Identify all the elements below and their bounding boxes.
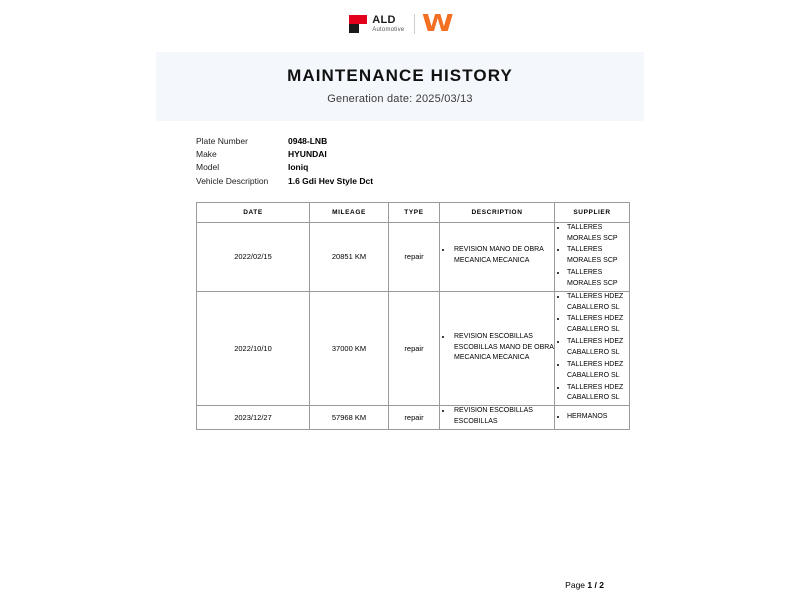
table-row [197, 222, 630, 291]
list-item: • REVISION ESCOBILLAS ESCOBILLAS [452, 406, 554, 428]
page-footer [565, 580, 604, 590]
footer-current-page: 1 [587, 580, 593, 590]
generation-date: Generation date: 2025/03/13 [327, 93, 473, 105]
maintenance-history-table-wrapper [196, 202, 624, 430]
vehicle-info-row [196, 148, 800, 161]
ald-logo-name: ALD [372, 14, 396, 26]
make-value: HYUNDAI [288, 149, 327, 160]
description-list [440, 245, 554, 267]
footer-total-pages: 2 [599, 580, 604, 590]
cell-date: 2023/12/27 [197, 406, 310, 430]
cell-mileage: 37000 KM [310, 291, 389, 405]
model-value: Ioniq [288, 162, 309, 173]
cell-mileage: 20851 KM [310, 222, 389, 291]
supplier-list [555, 223, 629, 290]
ald-logo-text [372, 15, 404, 33]
list-item: • TALLERES HDEZ CABALLERO SL [567, 337, 629, 359]
list-item: • TALLERES HDEZ CABALLERO SL [567, 314, 629, 336]
ald-logo [349, 15, 404, 33]
vehicle-info-row [196, 135, 800, 148]
cell-description [440, 222, 555, 291]
vehicle-description-value: 1.6 Gdi Hev Style Dct [288, 175, 374, 186]
maintenance-history-table [196, 202, 630, 430]
footer-separator: / [594, 580, 597, 590]
cell-description [440, 291, 555, 405]
column-header-type: TYPE [389, 202, 440, 222]
list-item: • TALLERES MORALES SCP [567, 245, 629, 267]
list-item: • TALLERES HDEZ CABALLERO SL [567, 360, 629, 382]
vehicle-info-row [196, 175, 800, 188]
table-header [197, 202, 630, 222]
list-item: • TALLERES HDEZ CABALLERO SL [567, 383, 629, 405]
page-title: MAINTENANCE HISTORY [287, 66, 513, 85]
cell-supplier [555, 406, 630, 430]
footer-page-label: Page [565, 580, 586, 590]
plate-number-value: 0948-LNB [288, 136, 328, 146]
make-label: Make [196, 149, 217, 160]
ald-logo-subtitle: Automotive [372, 27, 405, 33]
plate-number-label: Plate Number [196, 136, 248, 146]
list-item: • REVISION MANO DE OBRA MECANICA MECANICA [452, 245, 554, 267]
cell-date: 2022/10/10 [197, 291, 310, 405]
cell-type: repair [389, 406, 440, 430]
cell-supplier [555, 291, 630, 405]
description-list [440, 406, 554, 428]
column-header-date: DATE [197, 202, 310, 222]
ald-logo-mark-icon [349, 15, 367, 33]
list-item: • REVISION ESCOBILLAS ESCOBILLAS MANO DE OBRA MECANICA MECANICA [452, 332, 554, 365]
title-band [156, 52, 644, 121]
vehicle-info-block [196, 135, 800, 188]
cell-mileage: 57968 KM [310, 406, 389, 430]
list-item: • HERMANOS [567, 412, 629, 423]
cell-date: 2022/02/15 [197, 222, 310, 291]
vehicle-info-row [196, 161, 800, 174]
column-header-supplier: SUPPLIER [555, 202, 630, 222]
list-item: • TALLERES MORALES SCP [567, 223, 629, 245]
column-header-mileage: MILEAGE [310, 202, 389, 222]
cell-type: repair [389, 291, 440, 405]
table-row [197, 406, 630, 430]
supplier-list [555, 292, 629, 404]
partner-w-logo-icon: W [422, 10, 454, 37]
column-header-description: DESCRIPTION [440, 202, 555, 222]
logo-divider [414, 14, 415, 34]
table-header-row [197, 202, 630, 222]
table-body [197, 222, 630, 429]
list-item: • TALLERES MORALES SCP [567, 268, 629, 290]
brand-header [0, 0, 800, 40]
list-item: • TALLERES HDEZ CABALLERO SL [567, 292, 629, 314]
supplier-list [555, 412, 629, 423]
cell-description [440, 406, 555, 430]
cell-supplier [555, 222, 630, 291]
description-list [440, 332, 554, 365]
table-row [197, 291, 630, 405]
vehicle-description-label: Vehicle Description [196, 175, 269, 186]
model-label: Model [196, 162, 220, 173]
cell-type: repair [389, 222, 440, 291]
